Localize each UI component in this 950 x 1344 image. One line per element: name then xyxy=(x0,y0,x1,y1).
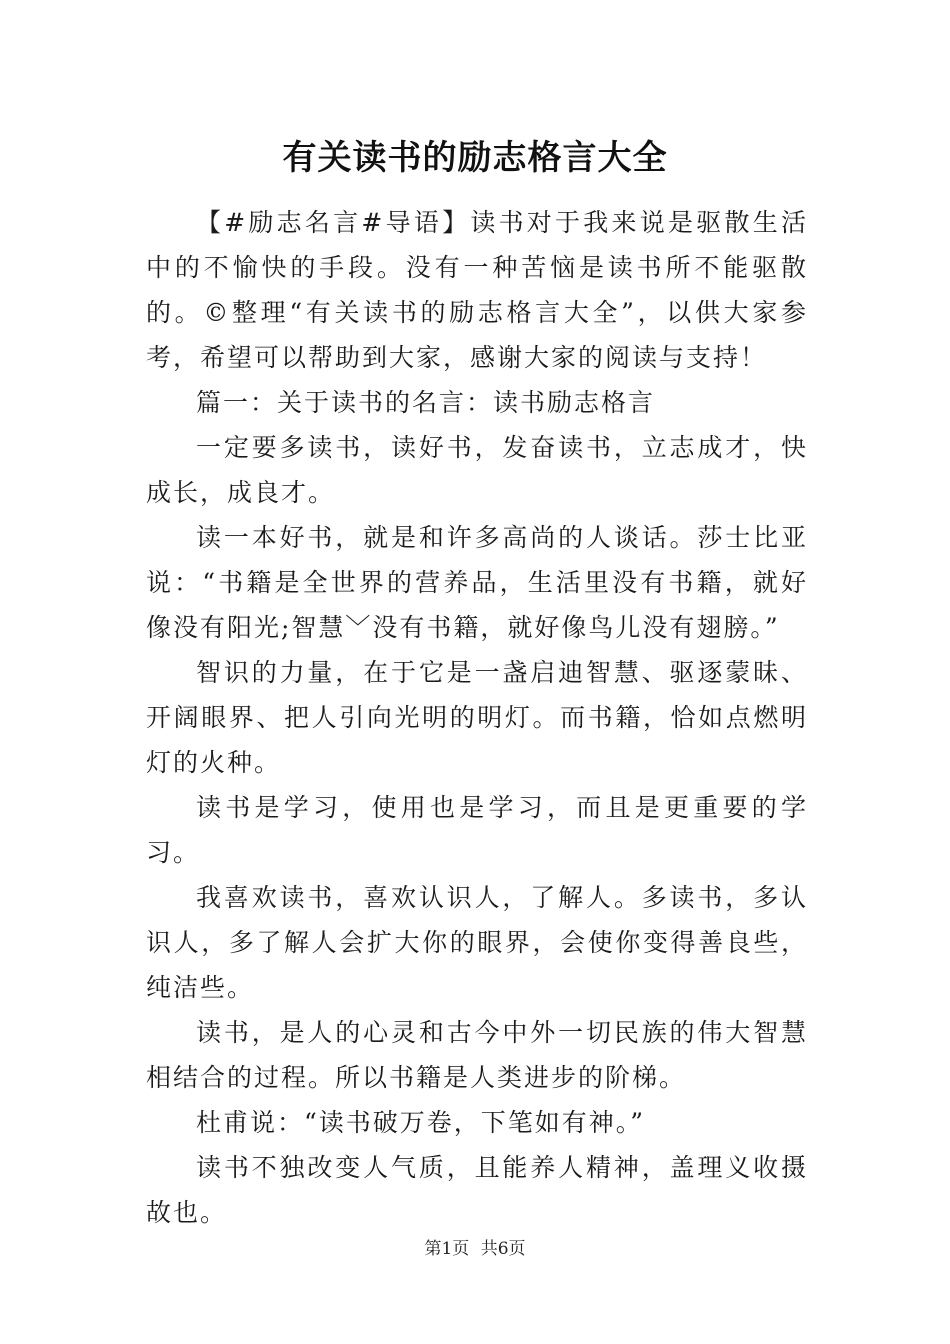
paragraph-section-heading: 篇一：关于读书的名言：读书励志格言 xyxy=(196,388,656,417)
paragraph-intro: 【#励志名言#导语】读书对于我来说是驱散生活中的不愉快的手段。没有一种苦恼是读书所不能驱散的。©整理“有关读书的励志格言大全”，以供大家参考，希望可以帮助到大家，感谢大家的阅读与支持！ xyxy=(146,208,808,372)
page-number: 第1页 xyxy=(424,1239,470,1259)
paragraph-quote: 杜甫说：“读书破万卷，下笔如有神。” xyxy=(196,1108,646,1137)
paragraph-quote: 读书，是人的心灵和古今中外一切民族的伟大智慧相结合的过程。所以书籍是人类进步的阶梯。 xyxy=(146,1018,808,1092)
paragraph-quote: 读书是学习，使用也是学习，而且是更重要的学习。 xyxy=(146,793,808,867)
paragraph-quote: 一定要多读书，读好书，发奋读书，立志成才，快成长，成良才。 xyxy=(146,433,808,507)
paragraph-quote: 我喜欢读书，喜欢认识人，了解人。多读书，多认识人，多了解人会扩大你的眼界，会使你变得善良些，纯洁些。 xyxy=(146,883,808,1002)
document-title: 有关读书的励志格言大全 xyxy=(282,138,668,178)
page-footer xyxy=(0,1237,950,1261)
paragraph-quote: 读书不独改变人气质，且能养人精神，盖理义收摄故也。 xyxy=(146,1153,808,1227)
paragraph-quote: 读一本好书，就是和许多高尚的人谈话。莎士比亚说：“书籍是全世界的营养品，生活里没有书籍，就好像没有阳光;智慧﹀没有书籍，就好像鸟儿没有翅膀。” xyxy=(146,523,808,642)
document-body xyxy=(146,200,808,1235)
page-total: 共6页 xyxy=(480,1239,526,1259)
paragraph-quote: 智识的力量，在于它是一盏启迪智慧、驱逐蒙昧、开阔眼界、把人引向光明的明灯。而书籍，恰如点燃明灯的火种。 xyxy=(146,658,808,777)
